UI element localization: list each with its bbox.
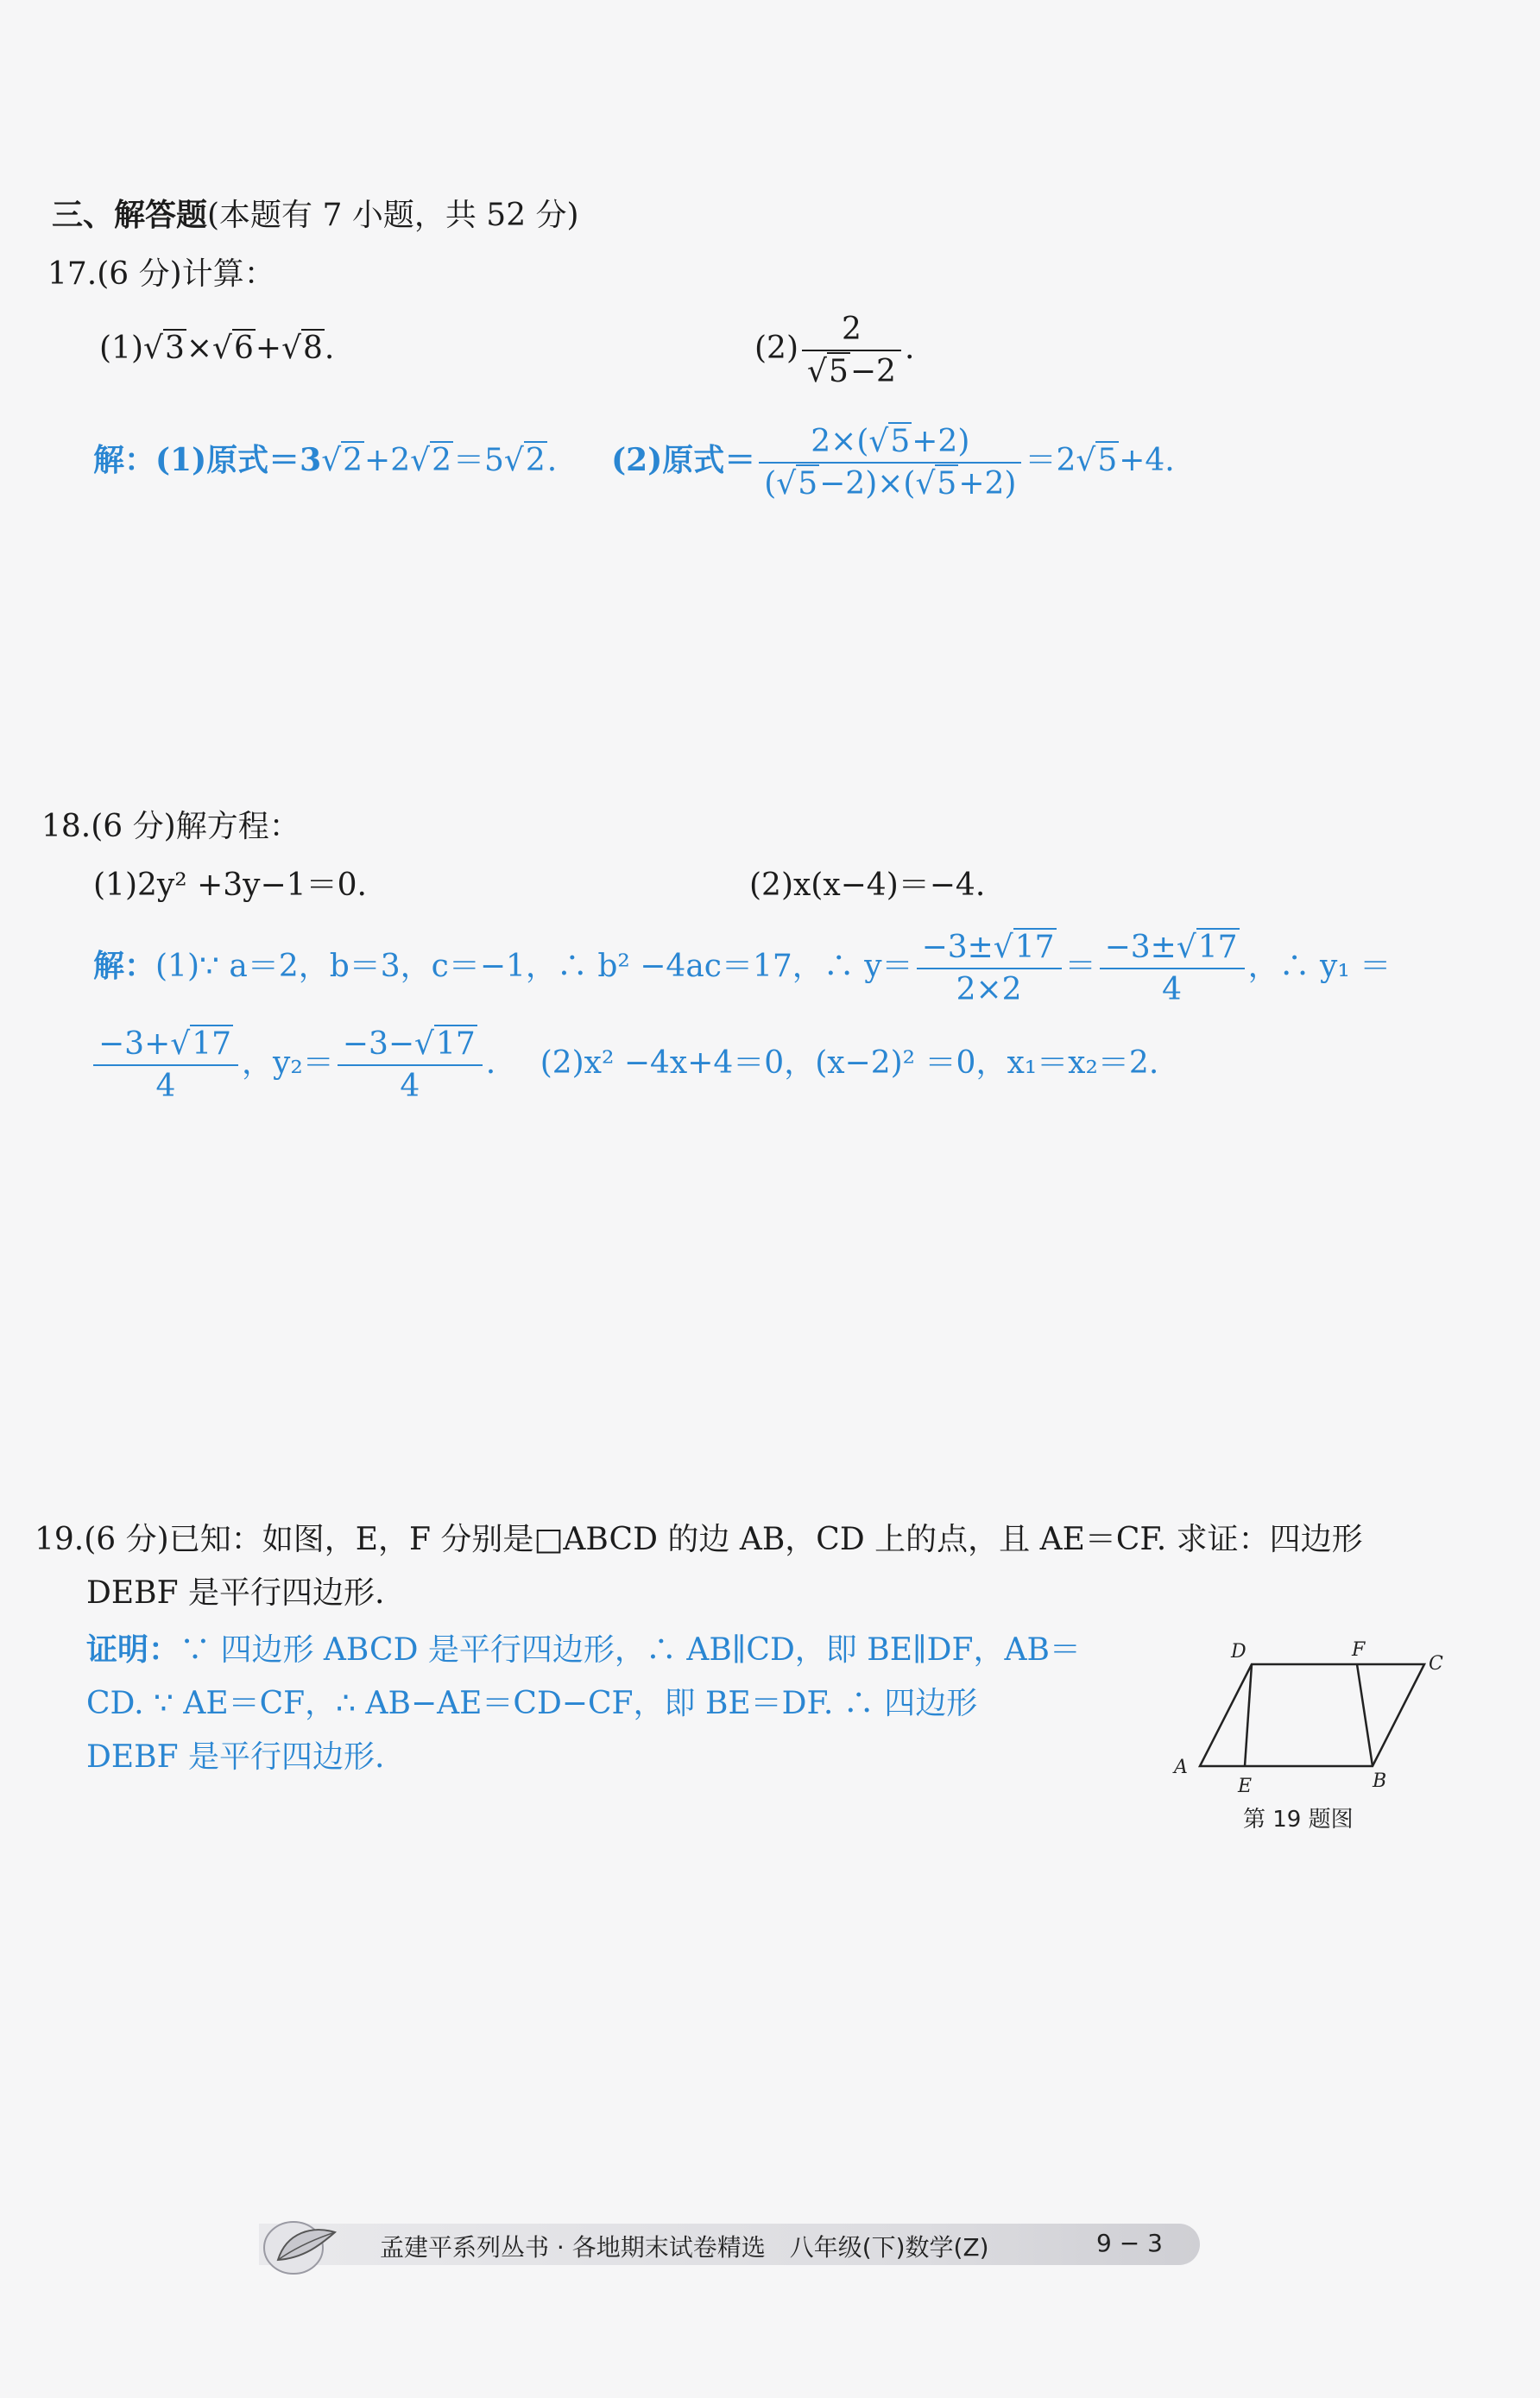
q19-answer-line2: CD. ∵ AE＝CF，∴ AB−AE＝CD−CF，即 BE＝DF. ∴ 四边形 [86, 1686, 978, 1721]
q17-part2-label: (2) [754, 331, 798, 367]
q18-stem: 18.(6 分)解方程： [41, 809, 300, 844]
q17-part1 [99, 330, 334, 367]
page-number: 9 − 3 [1096, 2229, 1163, 2257]
section-note: (本题有 7 小题，共 52 分) [207, 198, 579, 233]
q17-part1-label: (1) [99, 331, 143, 366]
sqrt-3: √3 [143, 331, 185, 366]
times-sign: × [186, 331, 213, 366]
section-heading [52, 197, 579, 234]
q18-part2: (2)x(x−4)＝−4. [749, 868, 986, 903]
answer-label: 解： [93, 442, 156, 479]
q18-answer-line1: 解：(1)∵ a＝2，b＝3，c＝−1，∴ b² −4ac＝17，∴ y＝ $\frac{-3\pm√17}{2\times 2}$ ＝ $\frac{-3\pm√17}{4}$ ，∴ y₁ ＝ [93, 930, 1392, 1008]
answer-part2: (2)原式＝ [611, 442, 756, 479]
answer-part2: (2)x² −4x+4＝0，(x−2)² ＝0，x₁＝x₂＝2. [540, 1045, 1159, 1082]
q18-part1: (1)2y² +3y−1＝0. [93, 868, 367, 903]
label-b: B [1373, 1770, 1387, 1792]
answer-fraction: $\frac{2\times(√5+2)}{(√5-2)\times(√5+2)}$ [759, 423, 1021, 502]
fraction-1: $\frac{-3\pm√17}{2\times 2}$ [917, 929, 1062, 1008]
q19-stem-line2: DEBF 是平行四边形. [86, 1575, 385, 1611]
period: . [904, 331, 915, 367]
fraction-y2: $\frac{-3-√17}{4}$ [338, 1025, 483, 1105]
segment-de [1245, 1664, 1252, 1766]
sqrt-8: √8 [281, 331, 323, 366]
parallelogram-abcd [1200, 1664, 1424, 1766]
q17-fraction [802, 311, 901, 390]
label-e: E [1238, 1776, 1253, 1797]
q19-answer-line1: 证明：∵ 四边形 ABCD 是平行四边形，∴ AB∥CD，即 BE∥DF，AB＝ [86, 1631, 1081, 1668]
q17-answer: 解：(1)原式＝3√2+2√2＝5√2. (2)原式＝ $\frac{2\times(√5+2)}{(√5-2)\times(√5+2)}$ ＝2√5+4. [93, 424, 1175, 502]
q17-stem: 17.(6 分)计算： [47, 256, 275, 292]
answer-label: 解： [93, 948, 156, 985]
plus-sign: + [255, 331, 282, 366]
footer-series-title: 孟建平系列丛书 · 各地期末试卷精选 八年级(下)数学(Z) [380, 2233, 989, 2262]
sqrt-6: √6 [212, 331, 254, 366]
label-f: F [1352, 1639, 1366, 1661]
answer-part1: (1)原式＝3 [155, 442, 322, 479]
q18-answer-line2: $\frac{-3+√17}{4}$ ，y₂＝ $\frac{-3-√17}{4}$ . (2)x² −4x+4＝0，(x−2)² ＝0，x₁＝x₂＝2. [90, 1025, 1158, 1105]
figure-caption: 第 19 题图 [1243, 1807, 1354, 1833]
label-d: D [1231, 1641, 1247, 1663]
fraction-y1: $\frac{-3+√17}{4}$ [93, 1025, 238, 1105]
q17-part2 [754, 311, 914, 390]
q19-answer-line3: DEBF 是平行四边形. [86, 1739, 385, 1775]
parallelogram-figure [1165, 1631, 1459, 1839]
fraction-denominator: √5−2 [807, 354, 896, 390]
leaf-logo-icon [252, 2206, 356, 2284]
section-title: 三、解答题 [52, 197, 208, 233]
label-a: A [1174, 1757, 1188, 1778]
period: . [324, 331, 335, 366]
label-c: C [1429, 1653, 1443, 1675]
fraction-2: $\frac{-3\pm√17}{4}$ [1100, 929, 1245, 1008]
segment-fb [1357, 1664, 1373, 1766]
q19-stem-line1: 19.(6 分)已知：如图，E，F 分别是□ABCD 的边 AB，CD 上的点，且 AE＝CF. 求证：四边形 [35, 1522, 1363, 1557]
fraction-numerator: 2 [802, 311, 901, 351]
q19-answer [86, 1623, 1081, 1784]
